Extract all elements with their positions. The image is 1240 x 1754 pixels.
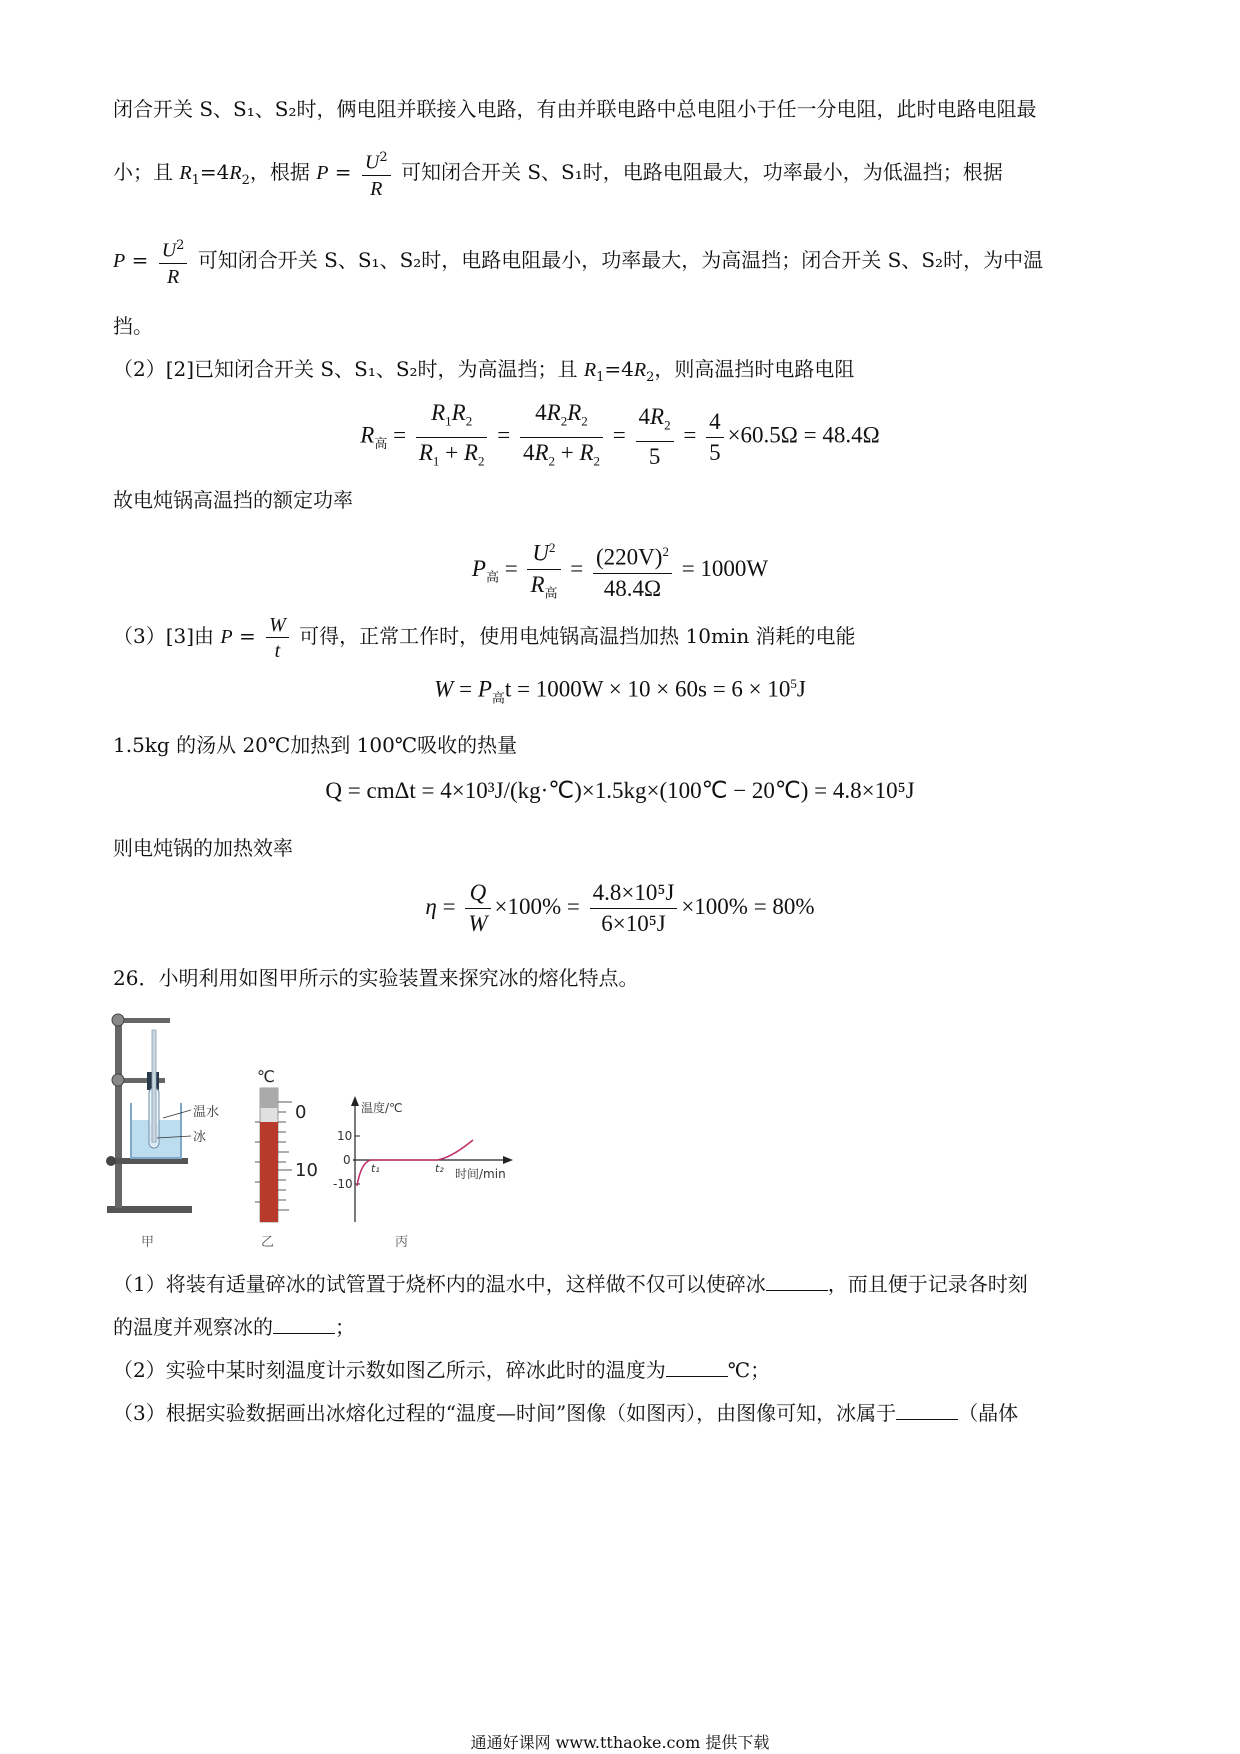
answer-blank[interactable] [273, 1315, 335, 1334]
text-segment: ，根据 [249, 160, 310, 184]
resistance-value: 48.4Ω [603, 575, 662, 601]
q2-intro: （2）[2]已知闭合开关 S、S₁、S₂时，为高温挡；且 $R_1=4R_2$，则高温挡时电路电阻 [113, 357, 855, 385]
para-line-3: P = $\frac{U^2}{R}$ 可知闭合开关 S、S₁、S₂时，电路电阻最小，功率最大，为高温挡；闭合开关 S、S₂时，为中温 [113, 232, 1043, 289]
high-resistance-equation: $R_高$ = $\frac{R_1R_2}{R_1 + R_2}$ = $\frac{4R_2R_2}{4R_2 + R_2}$ = $\frac{4R_2}{5}$ = $\frac{4}{5}$ ×60.5Ω = 48.4Ω [360, 400, 880, 469]
power-fraction: $\frac{U^2}{R}$ [362, 146, 391, 201]
iron-stand-apparatus [106, 1014, 219, 1250]
graph-y-tick-minus10: -10 [333, 1177, 353, 1191]
text-segment: 小；且 [113, 160, 173, 184]
thermometer-unit: ℃ [257, 1067, 275, 1086]
text-segment: （2）实验中某时刻温度计示数如图乙所示，碎冰此时的温度为 [113, 1358, 666, 1382]
text-segment: （1）将装有适量碎冰的试管置于烧杯内的温水中，这样做不仅可以使碎冰 [113, 1272, 766, 1296]
answer-blank[interactable] [896, 1401, 958, 1420]
graph-y-label: 温度/℃ [361, 1101, 403, 1115]
efficiency-numerator: 4.8×10⁵J [590, 878, 678, 909]
para-line-4: 挡。 [113, 314, 153, 338]
answer-blank[interactable] [666, 1358, 728, 1377]
temperature-time-graph [333, 1096, 513, 1250]
experiment-figure [105, 1010, 605, 1260]
label-figure-c: 丙 [395, 1235, 409, 1250]
energy-equation: $W = P_高t = 1000W \times 10 \times 60s = 6 \times 10^5J$ [434, 676, 806, 706]
q26-subquestion-2 [113, 1356, 770, 1384]
label-figure-b: 乙 [261, 1235, 275, 1250]
thermometer-tick-0: 0 [295, 1102, 307, 1123]
q26-subquestion-1-cont [113, 1313, 355, 1341]
text-segment: （晶体 [958, 1401, 1019, 1425]
q26-subquestion-3 [113, 1399, 1018, 1427]
graph-t2-label: t₂ [435, 1162, 444, 1175]
graph-y-tick-0: 0 [343, 1153, 351, 1167]
text-segment: 可知闭合开关 S、S₁、S₂时，电路电阻最小，功率最大，为高温挡；闭合开关 S、S₂时，为中温 [197, 248, 1044, 272]
text-segment: 可得，正常工作时，使用电炖锅高温挡加热 10min 消耗的电能 [299, 624, 856, 648]
energy-unit: J [796, 676, 806, 702]
page-footer: 通通好课网 www.tthaoke.com 提供下载 [470, 1733, 770, 1752]
q26-title: 26．小明利用如图甲所示的实验装置来探究冰的熔化特点。 [113, 966, 639, 990]
graph-y-tick-10: 10 [337, 1129, 353, 1143]
text-segment: ； [335, 1315, 355, 1339]
q26-subquestion-1 [113, 1270, 1028, 1298]
text-segment: （3）[3]由 [113, 624, 215, 648]
energy-value: t = 1000W × 10 × 60s = 6 × 10 [504, 676, 791, 702]
heat-label: 1.5kg 的汤从 20℃加热到 100℃吸收的热量 [113, 733, 518, 757]
equation-result: ×100% = 80% [681, 893, 815, 919]
efficiency-denominator: 6×10⁵J [601, 911, 666, 936]
text-segment: （2）[2]已知闭合开关 S、S₁、S₂时，为高温挡；且 [113, 357, 578, 381]
graph-x-label: 时间/min [455, 1167, 506, 1181]
efficiency-equation: η = $\frac{Q}{W}$ ×100% = $\frac{\text{4.8×10⁵J}}{\text{6×10⁵J}}$ ×100% = 80% [0, 878, 1240, 939]
power-label: 故电炖锅高温挡的额定功率 [113, 488, 353, 512]
high-power-equation: $P_高$ = $\frac{U^2}{R_高}$ = $\frac{(220V)^2}{48.4\Omega}$ = 1000W [0, 533, 1240, 608]
text-segment: 的温度并观察冰的 [113, 1315, 273, 1339]
text-segment: ，而且便于记录各时刻 [827, 1272, 1028, 1296]
voltage-value: (220V) [596, 544, 663, 570]
text-segment: 可知闭合开关 S、S₁时，电路电阻最大，功率最小，为低温挡；根据 [401, 160, 1003, 184]
label-figure-a: 甲 [141, 1235, 155, 1250]
heat-equation: Q = cmΔt = 4×10³J/(kg·℃)×1.5kg×(100℃ − 20℃) = 4.8×10⁵J [325, 778, 915, 803]
text-segment: ×100% = [494, 893, 580, 919]
answer-blank[interactable] [766, 1272, 828, 1291]
graph-t1-label: t₁ [371, 1162, 380, 1175]
power-fraction: $\frac{U^2}{R}$ [159, 234, 188, 289]
text-segment: （3）根据实验数据画出冰熔化过程的“温度—时间”图像（如图丙），由图像可知，冰属于 [113, 1401, 897, 1425]
para-line-1: 闭合开关 S、S₁、S₂时，俩电阻并联接入电路，有由并联电路中总电阻小于任一分电阻，此时电路电阻最 [113, 97, 1037, 121]
thermometer-figure [255, 1067, 318, 1250]
text-segment: ℃； [727, 1358, 771, 1382]
equation-result: ×60.5Ω = 48.4Ω [727, 422, 880, 448]
text-segment: =4 [199, 160, 230, 184]
label-ice: 冰 [193, 1130, 207, 1145]
thermometer-tick-10: 10 [295, 1160, 318, 1181]
efficiency-label: 则电炖锅的加热效率 [113, 836, 293, 860]
q3-intro: （3）[3]由 P = $\frac{W}{t}$ 可得，正常工作时，使用电炖锅高温挡加热 10min 消耗的电能 [113, 614, 856, 662]
equation-result: = 1000W [681, 555, 769, 581]
para-line-2: 小；且 $R_1=4R_2$，根据 P = $\frac{U^2}{R}$ 可知闭合开关 S、S₁时，电路电阻最大，功率最小，为低温挡；根据 [113, 144, 1003, 209]
text-segment: ，则高温挡时电路电阻 [654, 357, 855, 381]
label-warm-water: 温水 [193, 1105, 220, 1120]
